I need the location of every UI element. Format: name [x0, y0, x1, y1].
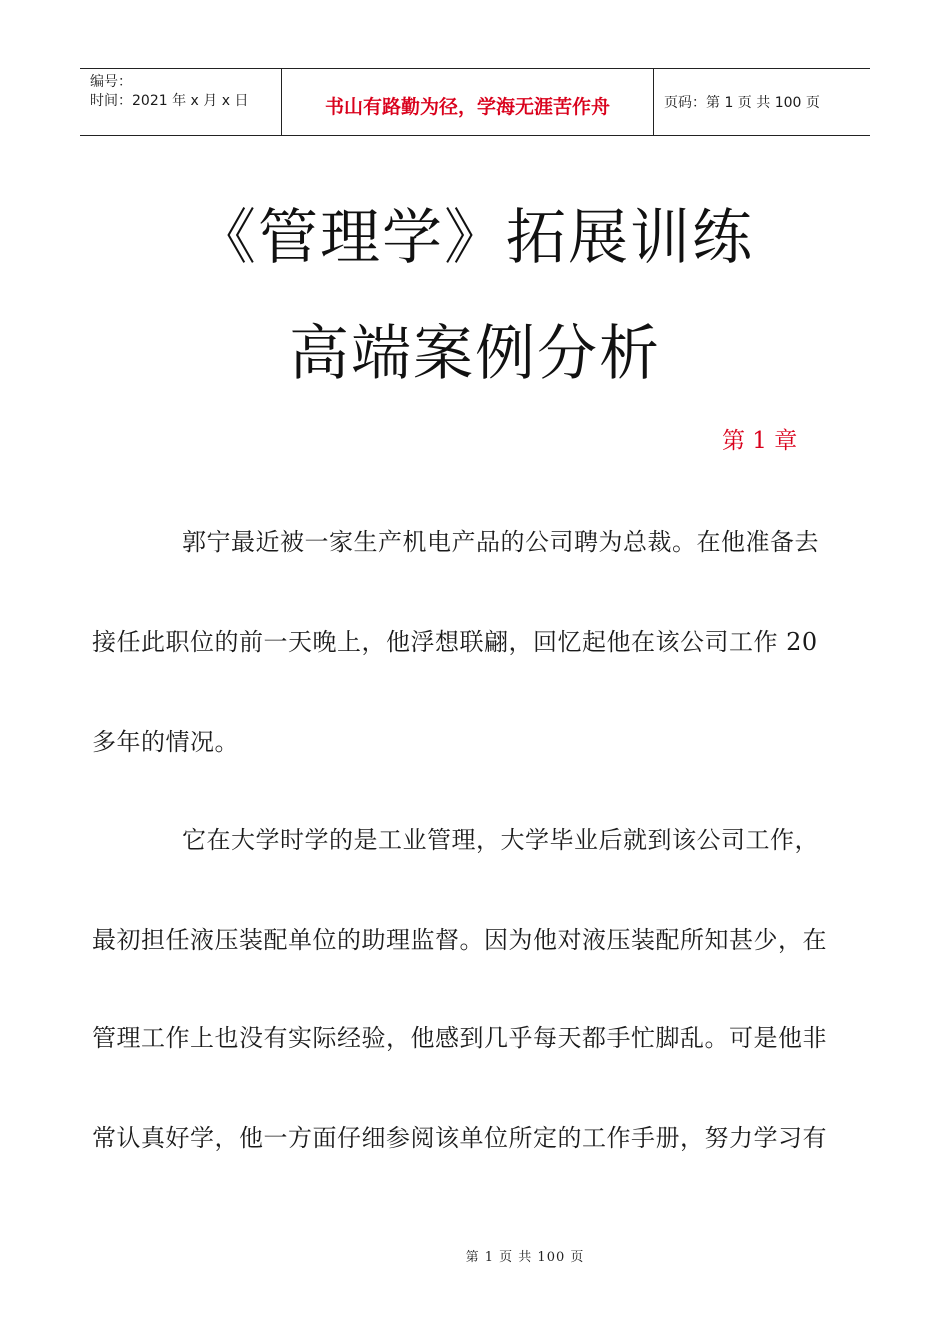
document-date-label: 时间：2021 年 x 月 x 日 [90, 93, 249, 109]
header-meta [80, 69, 282, 135]
body-line: 常认真好学，他一方面仔细参阅该单位所定的工作手册，努力学习有 [92, 1124, 827, 1152]
body-line: 最初担任液压装配单位的助理监督。因为他对液压装配所知甚少，在 [92, 926, 827, 954]
header-motto: 书山有路勤为径，学海无涯苦作舟 [282, 69, 654, 135]
document-title-line-1: 《管理学》拓展训练 [196, 203, 754, 273]
header-page-label: 页码：第 1 页 共 100 页 [664, 95, 820, 111]
document-header [80, 68, 870, 136]
body-line: 接任此职位的前一天晚上，他浮想联翩，回忆起他在该公司工作 20 [92, 628, 818, 656]
page-footer: 第 1 页 共 100 页 [465, 1250, 585, 1265]
document-number-label: 编号： [90, 74, 132, 90]
document-title-line-2: 高端案例分析 [289, 319, 661, 389]
body-line: 管理工作上也没有实际经验，他感到几乎每天都手忙脚乱。可是他非 [92, 1024, 827, 1052]
chapter-heading: 第 1 章 [722, 428, 798, 454]
body-line: 郭宁最近被一家生产机电产品的公司聘为总裁。在他准备去 [182, 528, 819, 556]
body-line: 它在大学时学的是工业管理，大学毕业后就到该公司工作， [182, 826, 819, 854]
body-line: 多年的情况。 [92, 728, 239, 756]
